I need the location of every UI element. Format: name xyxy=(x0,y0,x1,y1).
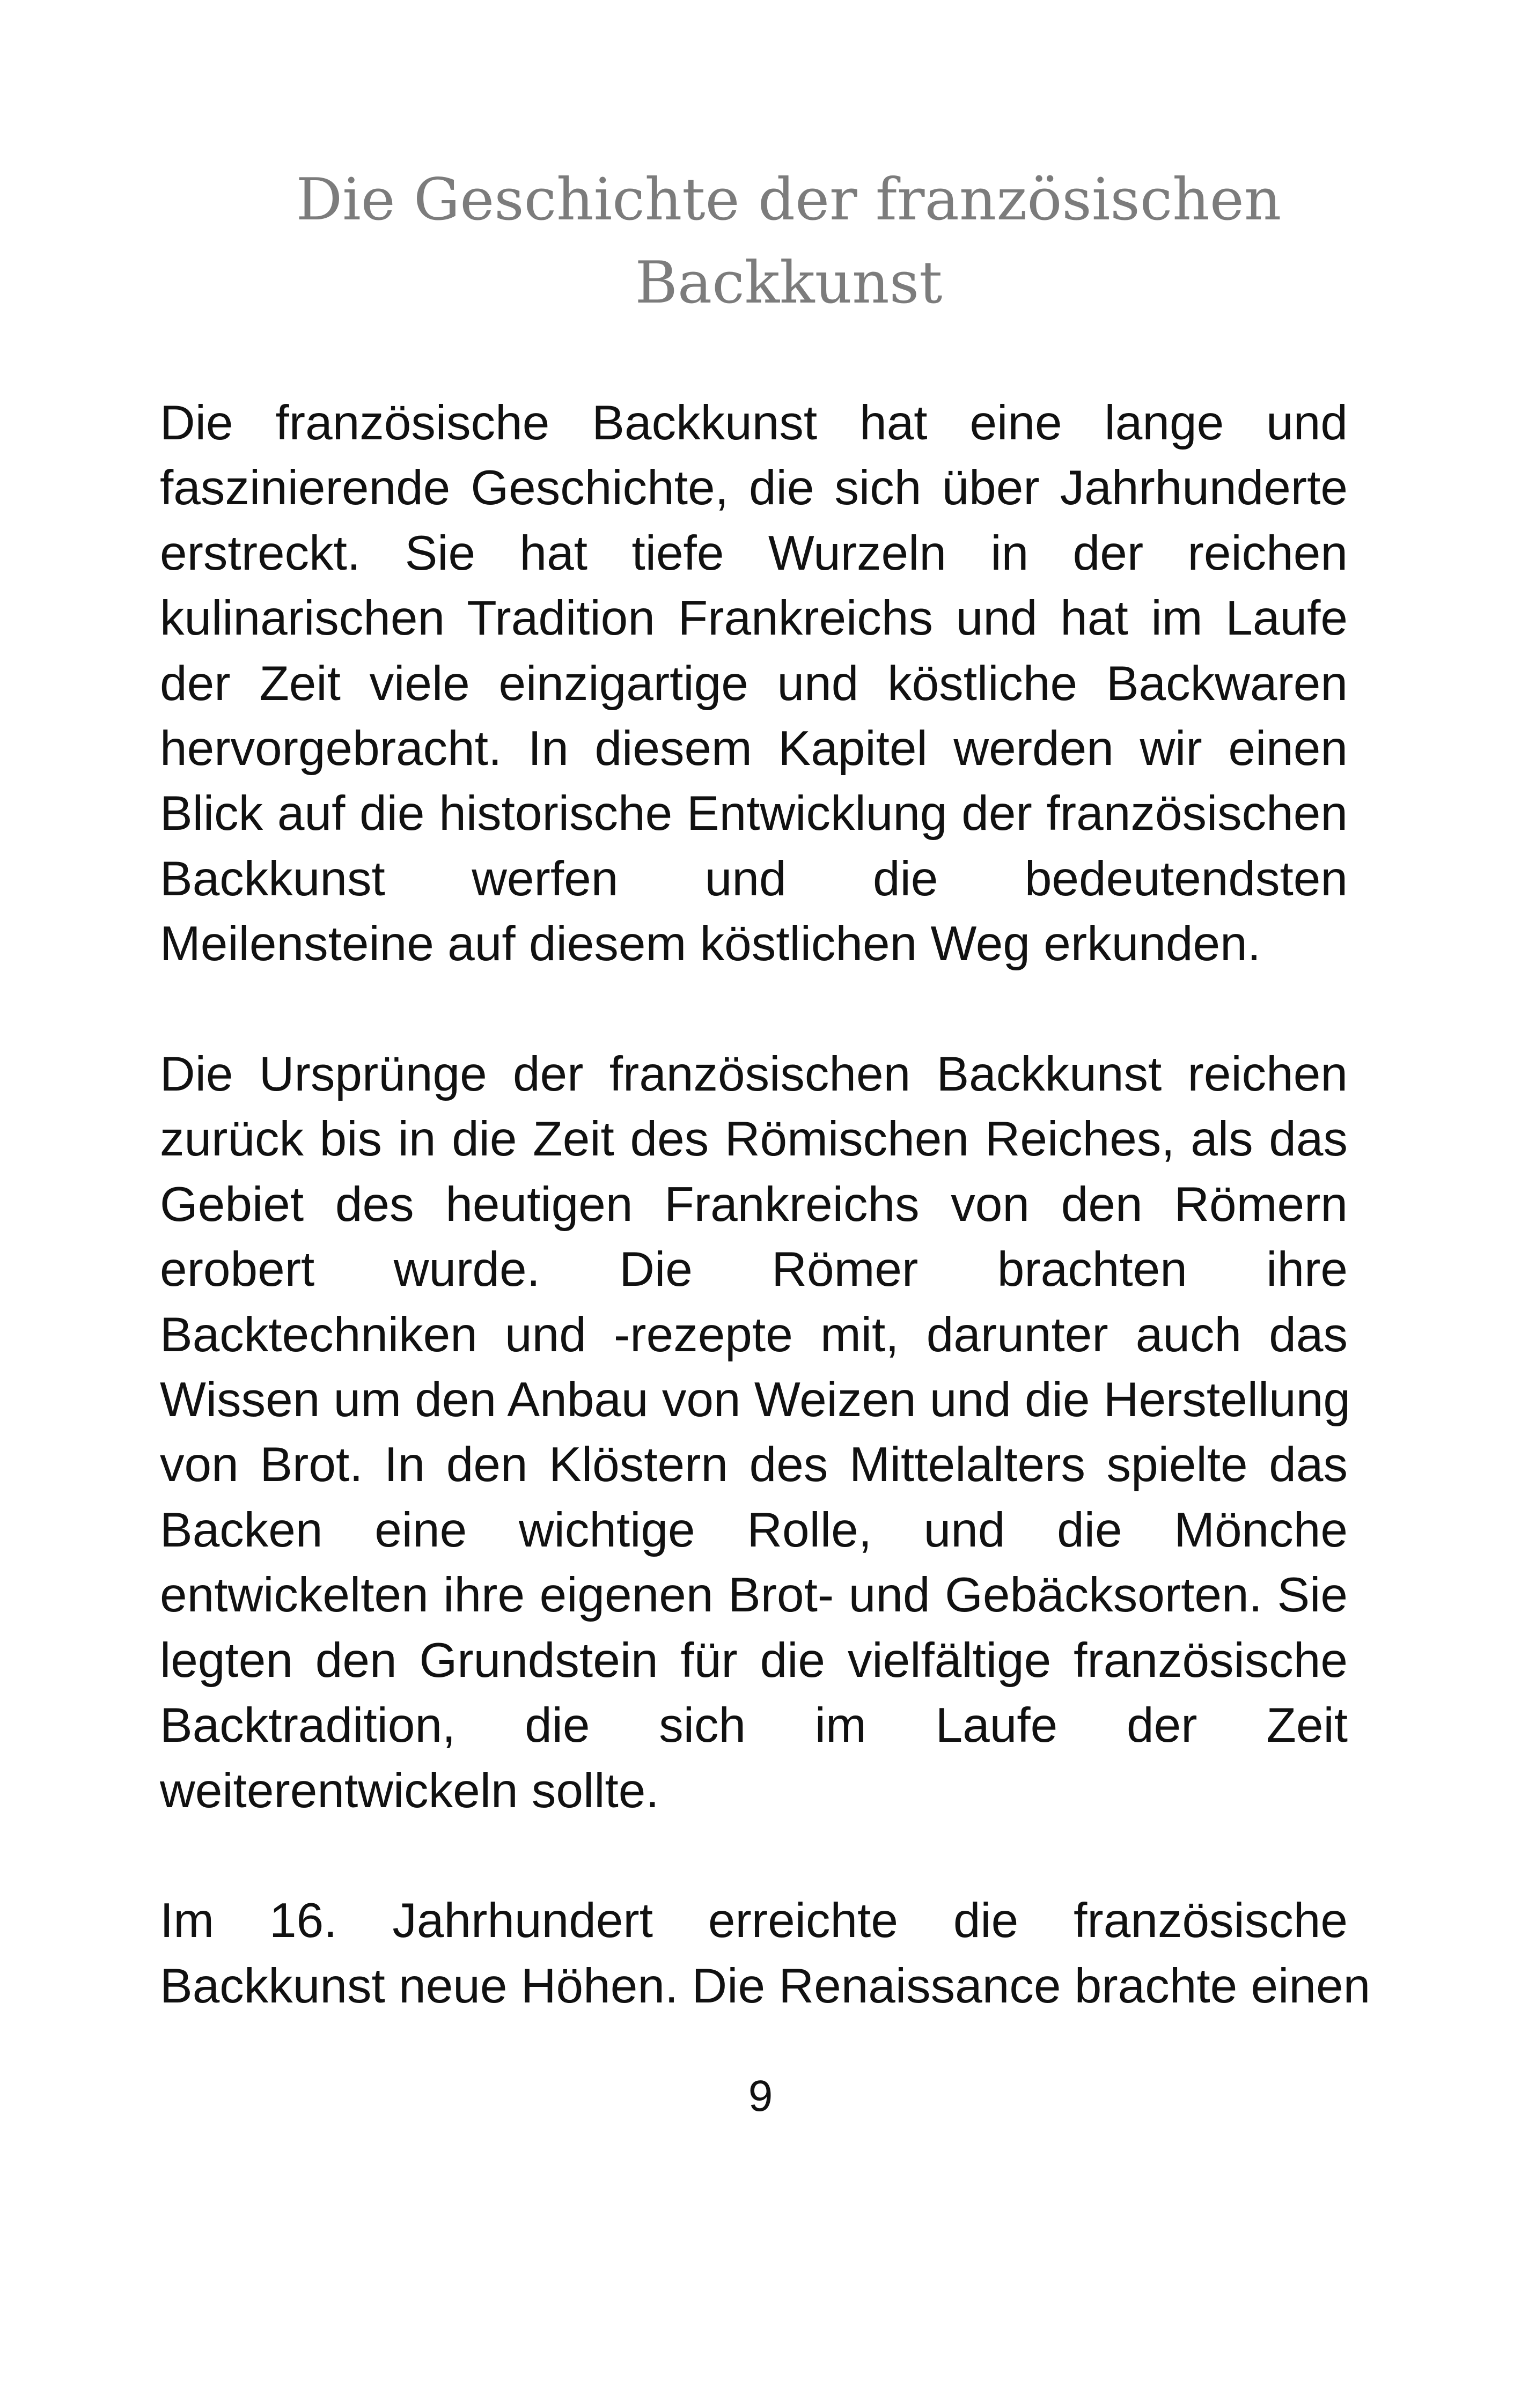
text-line: erobert wurde. Die Römer brachten ihre xyxy=(160,1242,1348,1297)
text-line: Die französische Backkunst hat eine lange und xyxy=(160,396,1348,450)
text-line: Backen eine wichtige Rolle, und die Mönche xyxy=(160,1503,1348,1557)
text-line: kulinarischen Tradition Frankreichs und hat im Laufe xyxy=(160,591,1348,646)
body-text xyxy=(160,391,1371,2084)
text-line: entwickelten ihre eigenen Brot- und Gebäcksorten. Sie xyxy=(160,1568,1348,1623)
text-line: hervorgebracht. In diesem Kapitel werden wir einen xyxy=(160,721,1348,776)
text-line: von Brot. In den Klöstern des Mittelalters spielte das xyxy=(160,1438,1348,1492)
text-line: erstreckt. Sie hat tiefe Wurzeln in der reichen xyxy=(160,526,1348,580)
chapter-title-line-1: Die Geschichte der französischen xyxy=(296,166,1282,233)
text-line: zurück bis in die Zeit des Römischen Reiches, als das xyxy=(160,1112,1348,1167)
text-line: Wissen um den Anbau von Weizen und die Herstellung xyxy=(160,1373,1351,1427)
text-line: legten den Grundstein für die vielfältige französische xyxy=(160,1633,1348,1688)
text-line: Backtechniken und -rezepte mit, darunter auch das xyxy=(160,1307,1348,1362)
chapter-title-line-2: Backkunst xyxy=(635,249,943,316)
text-line: Gebiet des heutigen Frankreichs von den Römern xyxy=(160,1177,1348,1232)
text-line: Im 16. Jahrhundert erreichte die französische xyxy=(160,1894,1348,1948)
text-line: faszinierende Geschichte, die sich über Jahrhunderte xyxy=(160,461,1348,516)
paragraph-2 xyxy=(160,1042,1351,1823)
paragraph-1 xyxy=(160,391,1348,977)
paragraph-3 xyxy=(160,1888,1371,2019)
text-line: Backkunst neue Höhen. Die Renaissance brachte einen xyxy=(160,1958,1371,2013)
text-line: Blick auf die historische Entwicklung der französischen xyxy=(160,786,1348,841)
text-line: Backtradition, die sich im Laufe der Zeit xyxy=(160,1698,1348,1753)
text-line: Meilensteine auf diesem köstlichen Weg erkunden. xyxy=(160,917,1261,971)
text-line: Backkunst werfen und die bedeutendsten xyxy=(160,851,1348,906)
text-line: weiterentwickeln sollte. xyxy=(160,1763,659,1818)
text-line: Die Ursprünge der französischen Backkunst reichen xyxy=(160,1047,1348,1102)
page-number: 9 xyxy=(748,2072,773,2120)
text-line: der Zeit viele einzigartige und köstliche Backwaren xyxy=(160,656,1348,711)
chapter-title xyxy=(279,158,1298,325)
